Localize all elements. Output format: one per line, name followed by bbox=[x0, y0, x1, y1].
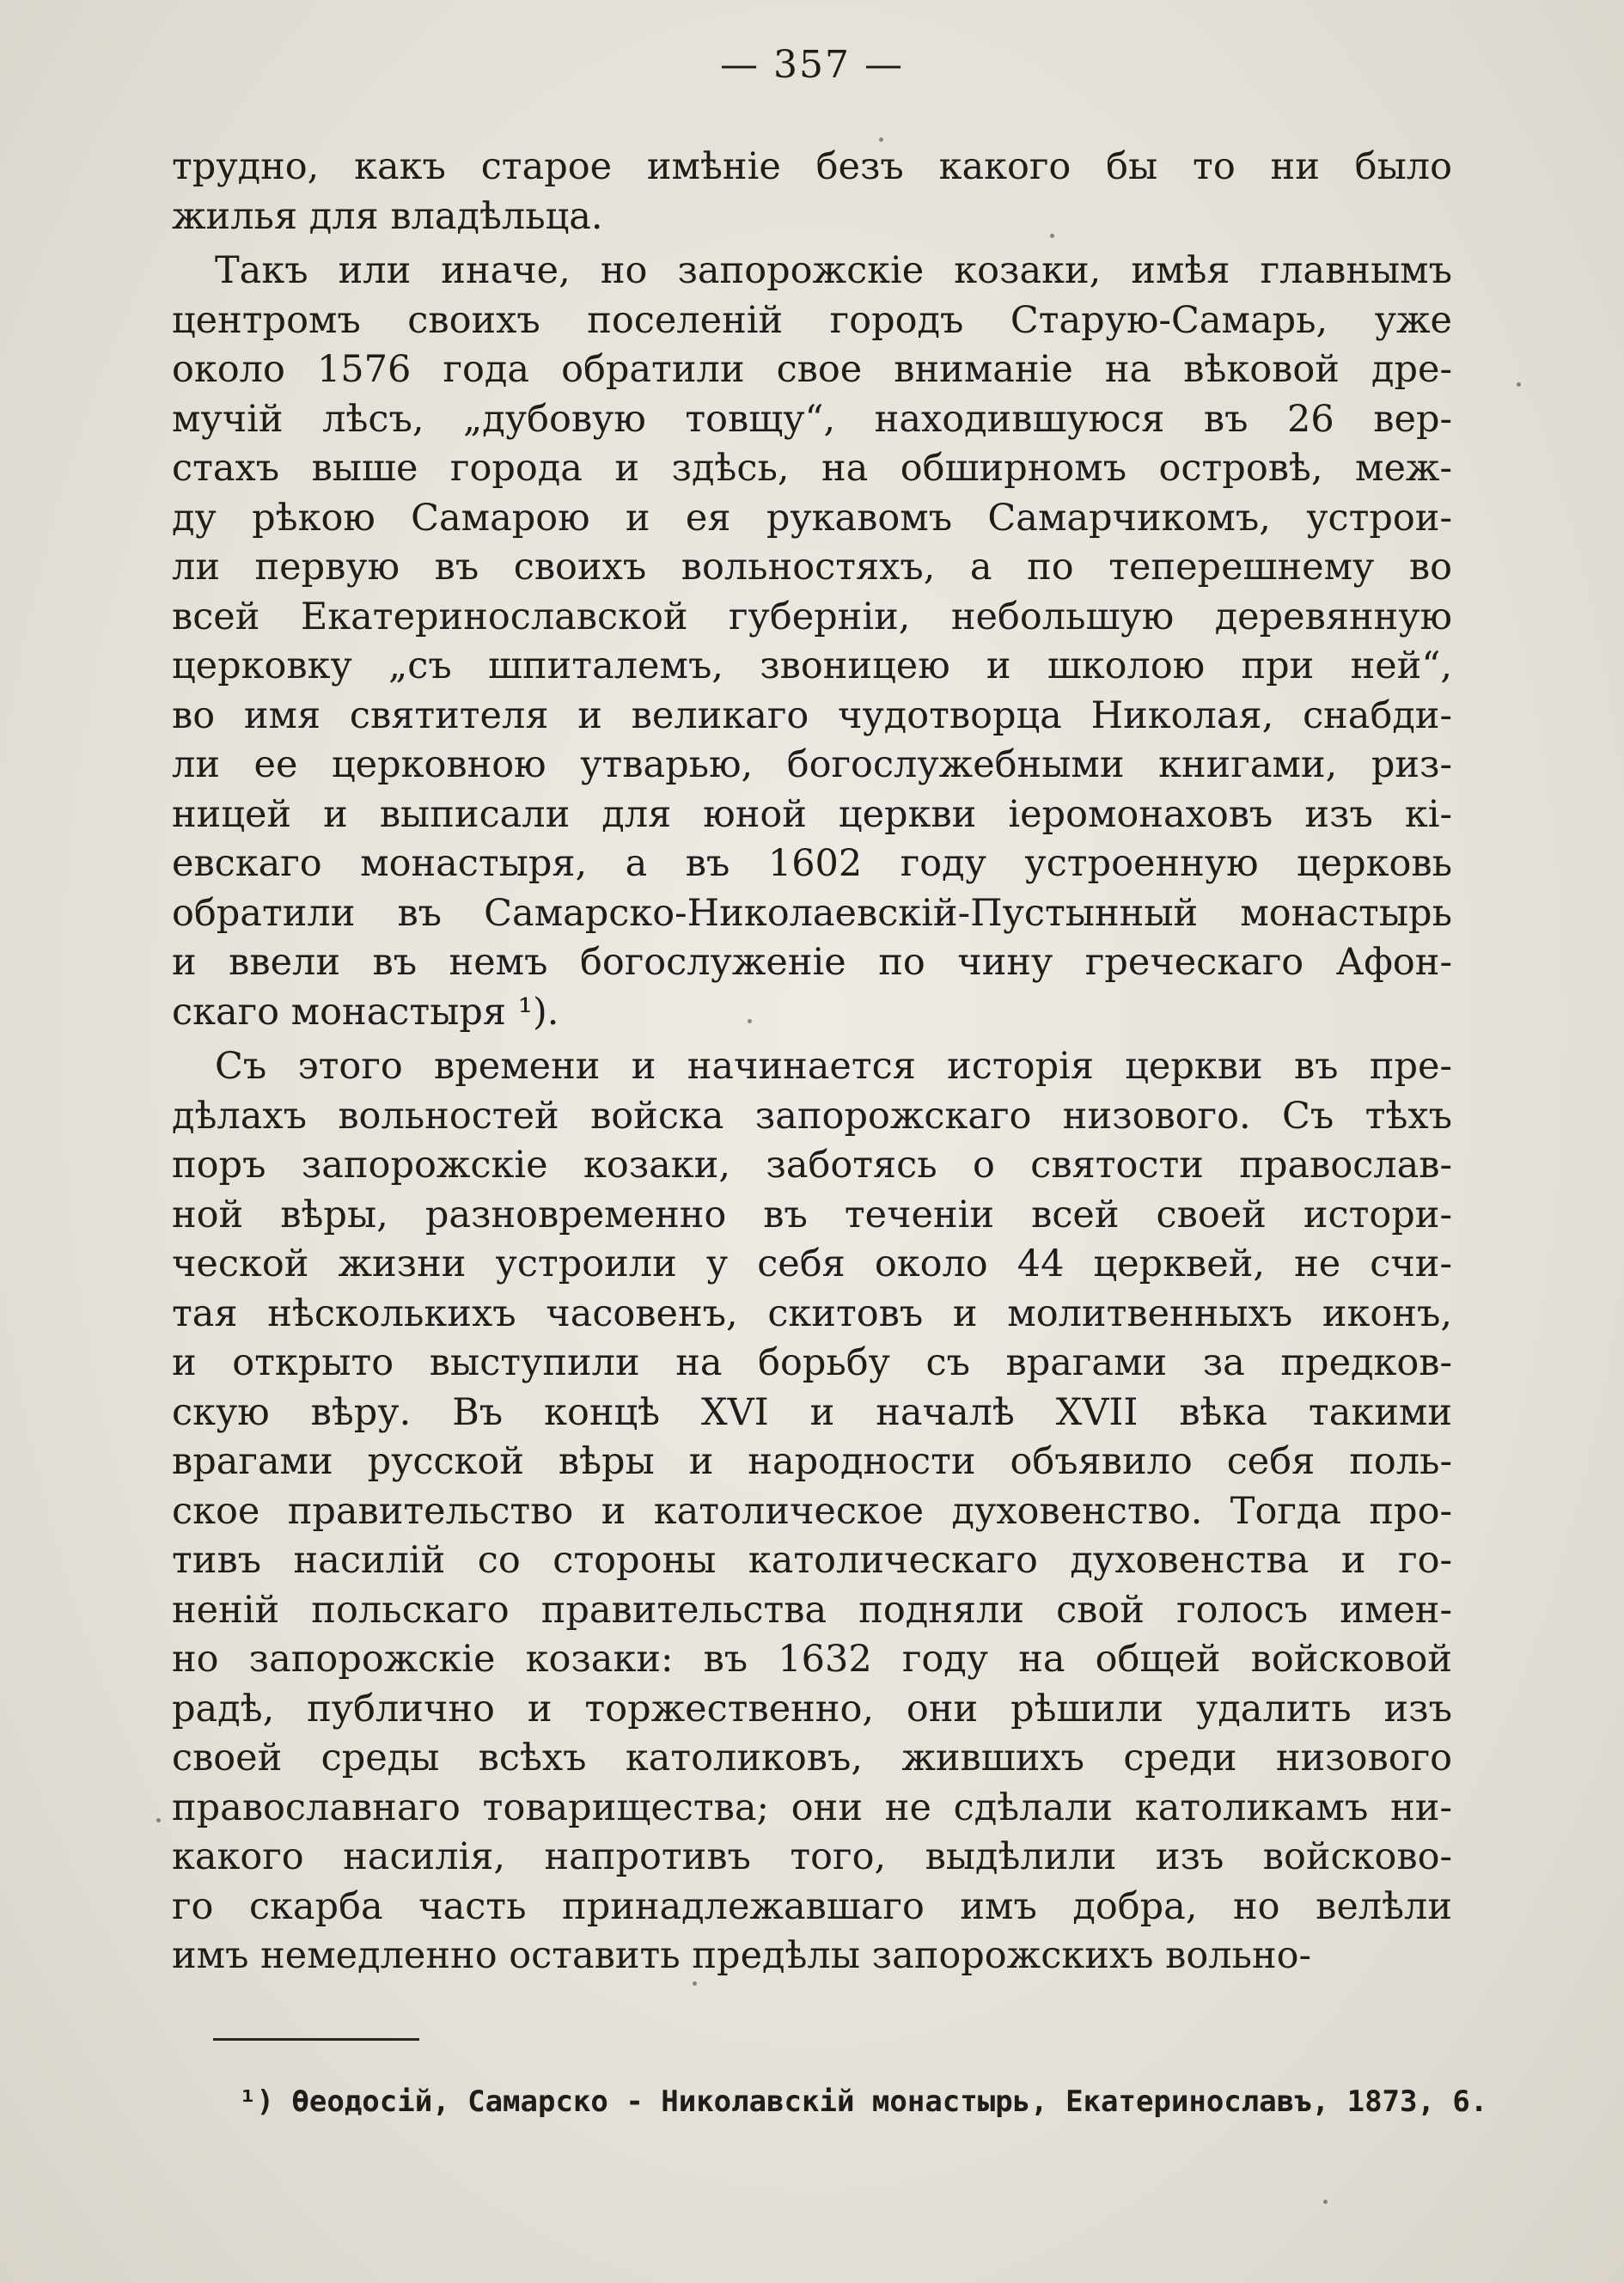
text-line: но запорожскіе козаки: въ 1632 году на общей войсковой bbox=[172, 1638, 1452, 1681]
text-line: неній польскаго правительства подняли свой голосъ имен- bbox=[172, 1588, 1452, 1632]
text-line: ли первую въ своихъ вольностяхъ, а по теперешнему во bbox=[172, 546, 1452, 589]
body-text bbox=[172, 143, 1452, 1981]
text-line: скую вѣру. Въ концѣ XVI и началѣ XVII вѣка такими bbox=[172, 1390, 1452, 1434]
text-line: имъ немедленно оставить предѣлы запорожскихъ вольно- bbox=[172, 1934, 1312, 1977]
text-line: церковку „съ шпиталемъ, звоницею и школою при ней“, bbox=[172, 644, 1452, 687]
text-line: во имя святителя и великаго чудотворца Николая, снабди- bbox=[172, 693, 1452, 737]
text-line: тивъ насилій со стороны католическаго духовенства и го- bbox=[172, 1539, 1452, 1582]
text-line: своей среды всѣхъ католиковъ, жившихъ среди низового bbox=[172, 1737, 1452, 1779]
text-line: около 1576 года обратили свое вниманіе на вѣковой дре- bbox=[172, 348, 1452, 391]
text-line: православнаго товарищества; они не сдѣлали католикамъ ни- bbox=[172, 1786, 1452, 1829]
text-line: ское правительство и католическое духовенство. Тогда про- bbox=[172, 1489, 1452, 1533]
text-line: поръ запорожскіе козаки, заботясь о святости православ- bbox=[172, 1144, 1452, 1187]
text-line: скаго монастыря ¹). bbox=[172, 990, 559, 1034]
paragraph bbox=[172, 143, 1452, 241]
scan-speck bbox=[1517, 382, 1521, 387]
text-line: Такъ или иначе, но запорожскіе козаки, имѣя главнымъ bbox=[215, 249, 1452, 292]
footnote: ¹) Ѳеодосій, Самарско - Николавскій монастырь, Екатеринославъ, 1873, 6. bbox=[239, 2085, 1488, 2119]
text-line: тая нѣсколькихъ часовенъ, скитовъ и молитвенныхъ иконъ, bbox=[172, 1291, 1452, 1335]
footnote-divider bbox=[213, 2038, 419, 2041]
text-line: центромъ своихъ поселеній городъ Старую-Самарь, уже bbox=[172, 298, 1452, 342]
paragraph bbox=[172, 1042, 1452, 1981]
text-line: и ввели въ немъ богослуженіе по чину греческаго Афон- bbox=[172, 941, 1452, 984]
text-line: дѣлахъ вольностей войска запорожскаго низового. Съ тѣхъ bbox=[172, 1094, 1452, 1138]
scan-speck bbox=[1323, 2200, 1328, 2204]
text-line: мучій лѣсъ, „дубовую товщу“, находившуюся въ 26 вер- bbox=[172, 397, 1452, 441]
text-line: жилья для владѣльца. bbox=[172, 194, 603, 238]
text-line: радѣ, публично и торжественно, они рѣшили удалить изъ bbox=[172, 1687, 1452, 1731]
text-line: евскаго монастыря, а въ 1602 году устроенную церковь bbox=[172, 842, 1452, 885]
text-line: всей Екатеринославской губерніи, небольшую деревянную bbox=[172, 595, 1452, 638]
text-line: ной вѣры, разновременно въ теченіи всей своей истори- bbox=[172, 1193, 1452, 1236]
text-line: стахъ выше города и здѣсь, на обширномъ островѣ, меж- bbox=[172, 447, 1452, 490]
paragraph bbox=[172, 247, 1452, 1037]
scan-speck bbox=[1050, 234, 1054, 238]
text-line: ческой жизни устроили у себя около 44 церквей, не счи- bbox=[172, 1242, 1452, 1285]
scan-speck bbox=[879, 137, 883, 142]
text-line: трудно, какъ старое имѣніе безъ какого бы то ни было bbox=[172, 145, 1452, 188]
text-line: ли ее церковною утварью, богослужебными книгами, риз- bbox=[172, 743, 1452, 786]
text-line: обратили въ Самарско-Николаевскій-Пустынный монастырь bbox=[172, 891, 1452, 935]
scan-speck bbox=[693, 1981, 697, 1986]
scan-speck bbox=[156, 1818, 161, 1822]
text-line: Съ этого времени и начинается исторія церкви въ пре- bbox=[215, 1045, 1452, 1088]
text-line: го скарба часть принадлежавшаго имъ добра, но велѣли bbox=[172, 1884, 1452, 1928]
text-line: ницей и выписали для юной церкви іеромонаховъ изъ кі- bbox=[172, 792, 1452, 836]
text-line: врагами русской вѣры и народности объявило себя поль- bbox=[172, 1440, 1452, 1483]
text-line: и открыто выступили на борьбу съ врагами за предков- bbox=[172, 1341, 1452, 1384]
page-number: — 357 — bbox=[720, 43, 904, 87]
text-line: ду рѣкою Самарою и ея рукавомъ Самарчикомъ, устрои- bbox=[172, 496, 1452, 540]
scan-speck bbox=[748, 1019, 752, 1023]
text-line: какого насилія, напротивъ того, выдѣлили изъ войсково- bbox=[172, 1835, 1452, 1878]
